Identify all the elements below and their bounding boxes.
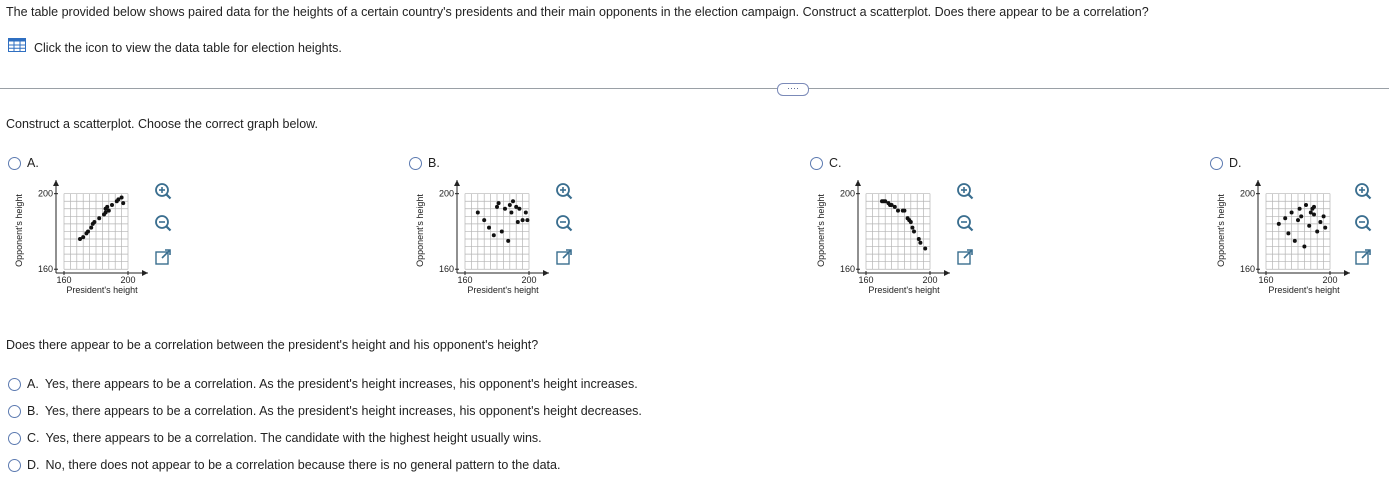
data-point — [511, 199, 515, 203]
data-point — [476, 211, 480, 215]
option-b-label: B. — [428, 156, 440, 170]
x-tick-label: 160 — [858, 275, 874, 285]
answer-a[interactable] — [8, 377, 638, 391]
expand-button[interactable]: ···· — [777, 83, 809, 96]
data-point — [121, 201, 125, 205]
data-point — [1322, 214, 1326, 218]
data-point — [107, 209, 111, 213]
data-point — [86, 229, 90, 233]
x-axis-arrow — [543, 270, 549, 276]
y-tick-label: 200 — [839, 188, 855, 199]
data-table-link-label[interactable]: Click the icon to view the data table for election heights. — [34, 40, 342, 55]
data-point — [110, 203, 114, 207]
y-axis-label: Opponent's height — [816, 194, 826, 267]
answer-b-radio[interactable] — [8, 405, 21, 418]
zoom-in-icon[interactable] — [154, 182, 172, 200]
data-point — [525, 218, 529, 222]
x-axis-label: President's height — [868, 285, 940, 295]
data-point — [1277, 222, 1281, 226]
x-axis-arrow — [1344, 270, 1350, 276]
answer-d[interactable] — [8, 458, 560, 472]
data-table-link[interactable] — [8, 38, 342, 57]
popout-icon[interactable] — [555, 248, 573, 266]
option-b[interactable] — [409, 156, 440, 170]
data-point — [909, 220, 913, 224]
y-tick-label: 160 — [37, 264, 53, 275]
x-tick-label: 200 — [120, 275, 136, 285]
option-d[interactable] — [1210, 156, 1242, 170]
data-point — [1312, 212, 1316, 216]
x-axis-arrow — [944, 270, 950, 276]
correlation-question: Does there appear to be a correlation between the president's height and his opponent's height? — [6, 338, 539, 352]
x-axis-label: President's height — [467, 285, 539, 295]
answer-b-text: Yes, there appears to be a correlation. As the president's height increases, his opponent's height decreases. — [44, 404, 642, 418]
data-point — [910, 226, 914, 230]
zoom-out-icon[interactable] — [956, 214, 974, 232]
question-text: The table provided below shows paired data for the heights of a certain country's presidents and their main opponents in the election campaign. Construct a scatterplot. Does there appear to be a correlation? — [6, 5, 1149, 19]
data-point — [896, 209, 900, 213]
data-point — [500, 229, 504, 233]
y-axis-label: Opponent's height — [1216, 194, 1226, 267]
data-point — [917, 237, 921, 241]
zoom-in-icon[interactable] — [956, 182, 974, 200]
x-tick-label: 200 — [521, 275, 537, 285]
y-axis-arrow — [53, 180, 59, 186]
zoom-in-icon[interactable] — [1354, 182, 1372, 200]
data-point — [487, 226, 491, 230]
answer-c-text: Yes, there appears to be a correlation. The candidate with the highest height usually wins. — [45, 431, 542, 445]
y-tick-label: 200 — [37, 188, 53, 199]
data-point — [495, 205, 499, 209]
data-point — [516, 220, 520, 224]
data-point — [1298, 207, 1302, 211]
data-point — [1290, 211, 1294, 215]
data-point — [1296, 218, 1300, 222]
data-point — [902, 209, 906, 213]
zoom-out-icon[interactable] — [1354, 214, 1372, 232]
table-icon[interactable] — [8, 38, 26, 57]
answer-d-radio[interactable] — [8, 459, 21, 472]
option-a-label: A. — [27, 156, 39, 170]
data-point — [97, 216, 101, 220]
y-tick-label: 200 — [1239, 188, 1255, 199]
y-axis-arrow — [855, 180, 861, 186]
y-tick-label: 160 — [1239, 264, 1255, 275]
x-tick-label: 200 — [922, 275, 938, 285]
y-tick-label: 160 — [839, 264, 855, 275]
x-tick-label: 160 — [56, 275, 72, 285]
x-tick-label: 160 — [1258, 275, 1274, 285]
data-point — [89, 226, 93, 230]
data-point — [1315, 229, 1319, 233]
option-c-label: C. — [829, 156, 842, 170]
answer-a-radio[interactable] — [8, 378, 21, 391]
data-point — [1299, 214, 1303, 218]
answer-c[interactable] — [8, 431, 542, 445]
data-point — [1307, 224, 1311, 228]
zoom-in-icon[interactable] — [555, 182, 573, 200]
y-axis-arrow — [1255, 180, 1261, 186]
data-point — [508, 203, 512, 207]
popout-icon[interactable] — [1354, 248, 1372, 266]
answer-a-letter: A. — [27, 377, 39, 391]
popout-icon[interactable] — [956, 248, 974, 266]
data-point — [497, 201, 501, 205]
option-c[interactable] — [810, 156, 842, 170]
section-divider — [0, 88, 1389, 89]
data-point — [923, 246, 927, 250]
y-axis-arrow — [454, 180, 460, 186]
data-point — [503, 207, 507, 211]
data-point — [918, 241, 922, 245]
answer-b[interactable] — [8, 404, 642, 418]
data-point — [912, 229, 916, 233]
option-b-radio[interactable] — [409, 157, 422, 170]
zoom-out-icon[interactable] — [555, 214, 573, 232]
x-tick-label: 160 — [457, 275, 473, 285]
data-point — [1283, 216, 1287, 220]
data-point — [517, 207, 521, 211]
option-d-label: D. — [1229, 156, 1242, 170]
x-axis-label: President's height — [66, 285, 138, 295]
data-point — [1318, 220, 1322, 224]
data-point — [506, 239, 510, 243]
x-axis-arrow — [142, 270, 148, 276]
answer-b-letter: B. — [27, 404, 39, 418]
data-point — [81, 235, 85, 239]
data-point — [1286, 231, 1290, 235]
data-point — [521, 218, 525, 222]
data-point — [1293, 239, 1297, 243]
data-point — [1302, 245, 1306, 249]
data-point — [105, 205, 109, 209]
option-a-radio[interactable] — [8, 157, 21, 170]
data-point — [1312, 205, 1316, 209]
y-tick-label: 200 — [438, 188, 454, 199]
option-a[interactable] — [8, 156, 39, 170]
data-point — [1304, 203, 1308, 207]
option-d-radio[interactable] — [1210, 157, 1223, 170]
data-point — [1323, 226, 1327, 230]
popout-icon[interactable] — [154, 248, 172, 266]
answer-a-text: Yes, there appears to be a correlation. As the president's height increases, his opponent's height increases. — [44, 377, 638, 391]
data-point — [893, 205, 897, 209]
y-tick-label: 160 — [438, 264, 454, 275]
answer-d-letter: D. — [27, 458, 40, 472]
data-point — [120, 195, 124, 199]
data-point — [524, 211, 528, 215]
answer-c-radio[interactable] — [8, 432, 21, 445]
y-axis-label: Opponent's height — [415, 194, 425, 267]
x-tick-label: 200 — [1322, 275, 1338, 285]
x-axis-label: President's height — [1268, 285, 1340, 295]
y-axis-label: Opponent's height — [14, 194, 24, 267]
data-point — [482, 218, 486, 222]
option-c-radio[interactable] — [810, 157, 823, 170]
answer-d-text: No, there does not appear to be a correlation because there is no general pattern to the data. — [45, 458, 561, 472]
answer-c-letter: C. — [27, 431, 40, 445]
data-point — [492, 233, 496, 237]
data-point — [92, 220, 96, 224]
data-point — [509, 211, 513, 215]
zoom-out-icon[interactable] — [154, 214, 172, 232]
instruction-text: Construct a scatterplot. Choose the correct graph below. — [6, 117, 318, 131]
